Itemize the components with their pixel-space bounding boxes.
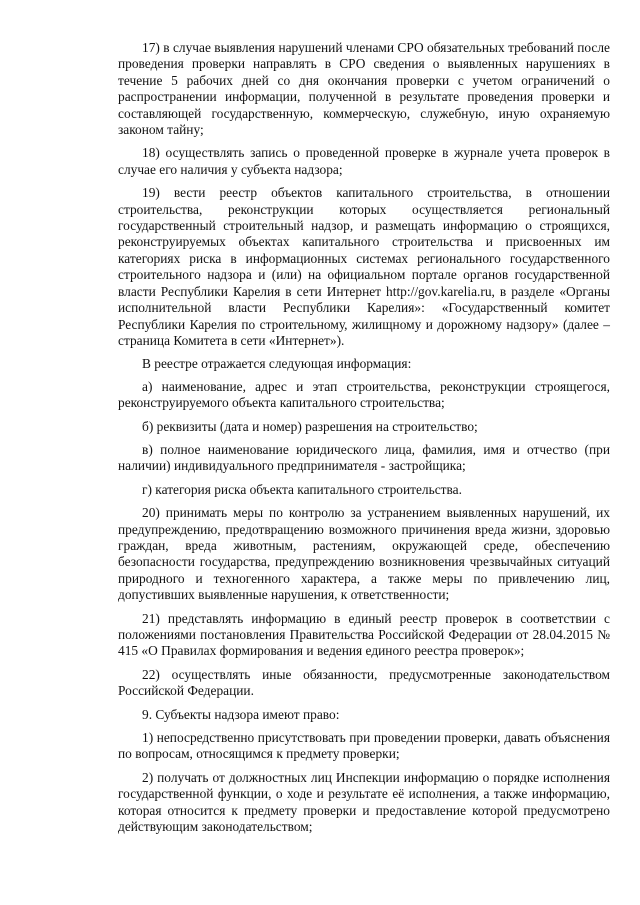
paragraph-registry-intro: В реестре отражается следующая информация: xyxy=(142,356,412,372)
paragraph-18: 18) осуществлять запись о проведенной проверке в журнале учета проверок в случае его наличия у субъекта надзора; xyxy=(118,145,610,177)
section-9-heading: 9. Субъекты надзора имеют право: xyxy=(142,706,340,722)
paragraph-22: 22) осуществлять иные обязанности, предусмотренные законодательством Российской Федерации. xyxy=(118,666,610,699)
paragraph-19: 19) вести реестр объектов капитального строительства, в отношении строительства, реконструкции которых осуществляется региональный государственный строительный надзор, и размещать информацию о строящихся, реконструируемых объектах капитального строительства и присвоенных им категориях риска в информационных системах регионального государственного строительного надзора и (или) на официальном портале органов государственной власти Республики Карелия в сети Интернет http://gov.karelia.ru, в разделе «Органы исполнительной власти Республики Карелия»: «Государственный комитет Республики Карелия по строительному, жилищному и дорожному надзору» (далее – страница Комитета в сети «Интернет»). xyxy=(118,185,610,348)
paragraph-item-a: а) наименование, адрес и этап строительства, реконструкции строящегося, реконструируемого объекта капитального строительства; xyxy=(118,378,610,411)
rights-item-2: 2) получать от должностных лиц Инспекции информацию о порядке исполнения государственной функции, о ходе и результате её исполнения, а также информацию, которая относится к предмету проверки и предоставление которой предусмотрено действующим законодательством; xyxy=(118,769,610,835)
rights-item-1: 1) непосредственно присутствовать при проведении проверки, давать объяснения по вопросам, относящимся к предмету проверки; xyxy=(118,730,610,762)
paragraph-item-v: в) полное наименование юридического лица, фамилия, имя и отчество (при наличии) индивидуального предпринимателя - застройщика; xyxy=(118,441,610,474)
paragraph-20: 20) принимать меры по контролю за устранением выявленных нарушений, их предупреждению, предотвращению возможного причинения вреда жизни, здоровью граждан, вреда животным, растениям, окружающей среде, обеспечению безопасности государства, предупреждению возникновения чрезвычайных ситуаций природного и техногенного характера, а также меры по привлечению лиц, допустивших выявленные нарушения, к ответственности; xyxy=(118,505,610,603)
document-page xyxy=(118,40,610,835)
paragraph-item-b: б) реквизиты (дата и номер) разрешения на строительство; xyxy=(142,418,478,434)
paragraph-21: 21) представлять информацию в единый реестр проверок в соответствии с положениями постановления Правительства Российской Федерации от 28.04.2015 № 415 «О Правилах формирования и ведения единого реестра проверок»; xyxy=(118,610,610,659)
paragraph-17: 17) в случае выявления нарушений членами СРО обязательных требований после проведения проверки направлять в СРО сведения о выявленных нарушениях в течение 5 рабочих дней со дня окончания проверки с учетом ограничений о распространении информации, полученной в результате проведения проверки и составляющей государственную, коммерческую, служебную, иную охраняемую законом тайну; xyxy=(118,40,610,138)
paragraph-item-g: г) категория риска объекта капитального строительства. xyxy=(142,481,462,497)
